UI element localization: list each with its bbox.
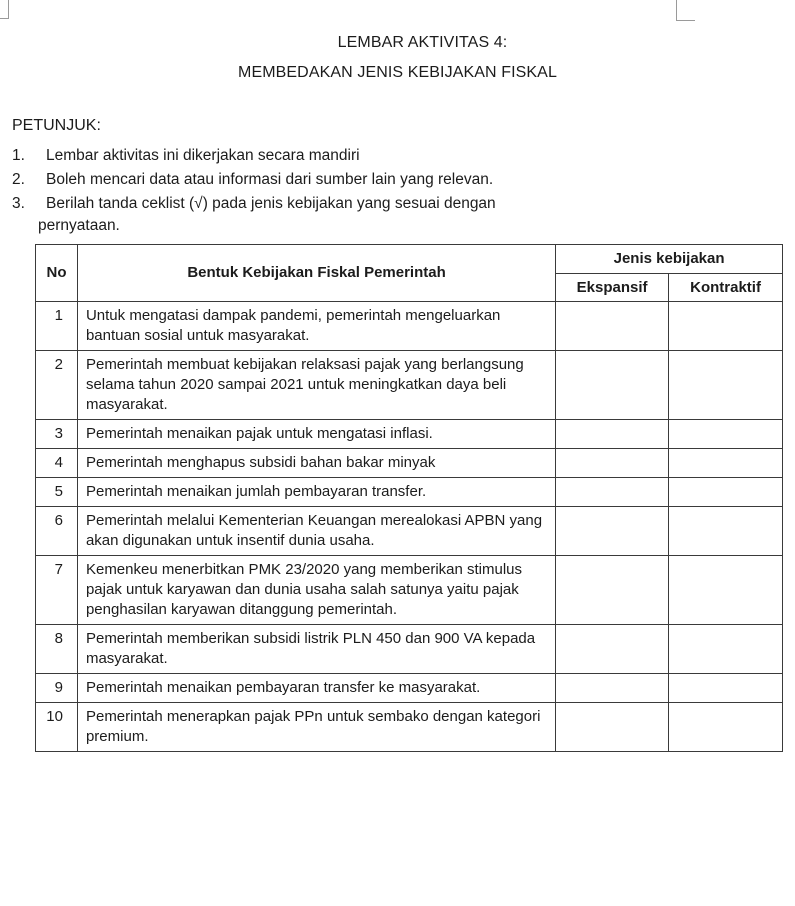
expansive-checkbox-cell[interactable] [556, 478, 669, 507]
table-row [36, 420, 783, 449]
row-number: 8 [36, 625, 78, 674]
table-row [36, 302, 783, 351]
policy-statement: Untuk mengatasi dampak pandemi, pemerintah mengeluarkan bantuan sosial untuk masyarakat. [77, 302, 555, 351]
policy-statement: Pemerintah memberikan subsidi listrik PLN 450 dan 900 VA kepada masyarakat. [77, 625, 555, 674]
row-number: 9 [36, 674, 78, 703]
table-row [36, 674, 783, 703]
instruction-number: 2. [12, 171, 25, 188]
instruction-number: 3. [12, 195, 25, 212]
policy-statement: Pemerintah menaikan jumlah pembayaran transfer. [77, 478, 555, 507]
page-corner-mark-right [676, 0, 695, 21]
policy-statement: Kemenkeu menerbitkan PMK 23/2020 yang memberikan stimulus pajak untuk karyawan dan dunia usaha salah satunya yaitu pajak penghasilan karyawan ditanggung pemerintah. [77, 556, 555, 625]
header-expansive: Ekspansif [556, 274, 669, 302]
expansive-checkbox-cell[interactable] [556, 351, 669, 420]
expansive-checkbox-cell[interactable] [556, 449, 669, 478]
expansive-checkbox-cell[interactable] [556, 703, 669, 752]
table-header-row [36, 245, 783, 274]
expansive-checkbox-cell[interactable] [556, 674, 669, 703]
contractive-checkbox-cell[interactable] [669, 449, 783, 478]
instruction-item [12, 168, 632, 192]
header-policy-type: Jenis kebijakan [556, 245, 783, 274]
instruction-item [12, 144, 632, 168]
row-number: 2 [36, 351, 78, 420]
expansive-checkbox-cell[interactable] [556, 556, 669, 625]
instruction-text: Boleh mencari data atau informasi dari sumber lain yang relevan. [46, 171, 494, 188]
row-number: 3 [36, 420, 78, 449]
table-row [36, 625, 783, 674]
policy-statement: Pemerintah melalui Kementerian Keuangan merealokasi APBN yang akan digunakan untuk insentif dunia usaha. [77, 507, 555, 556]
row-number: 1 [36, 302, 78, 351]
page-corner-mark-left [0, 0, 9, 19]
expansive-checkbox-cell[interactable] [556, 302, 669, 351]
policy-statement: Pemerintah menaikan pajak untuk mengatasi inflasi. [77, 420, 555, 449]
table-row [36, 703, 783, 752]
instructions-list [12, 144, 632, 238]
row-number: 10 [36, 703, 78, 752]
expansive-checkbox-cell[interactable] [556, 420, 669, 449]
expansive-checkbox-cell[interactable] [556, 507, 669, 556]
instruction-text: Berilah tanda ceklist (√) pada jenis kebijakan yang sesuai dengan [46, 195, 496, 212]
policy-statement: Pemerintah menerapkan pajak PPn untuk sembako dengan kategori premium. [77, 703, 555, 752]
table-row [36, 507, 783, 556]
instruction-continuation: pernyataan. [38, 217, 120, 234]
row-number: 7 [36, 556, 78, 625]
expansive-checkbox-cell[interactable] [556, 625, 669, 674]
instruction-number: 1. [12, 147, 25, 164]
table-row [36, 449, 783, 478]
worksheet-title: LEMBAR AKTIVITAS 4: [337, 34, 508, 51]
instruction-item [12, 192, 632, 216]
instruction-text: Lembar aktivitas ini dikerjakan secara mandiri [46, 147, 360, 164]
policy-table [35, 244, 783, 752]
row-number: 4 [36, 449, 78, 478]
contractive-checkbox-cell[interactable] [669, 556, 783, 625]
contractive-checkbox-cell[interactable] [669, 302, 783, 351]
contractive-checkbox-cell[interactable] [669, 674, 783, 703]
contractive-checkbox-cell[interactable] [669, 507, 783, 556]
contractive-checkbox-cell[interactable] [669, 625, 783, 674]
header-contractive: Kontraktif [669, 274, 783, 302]
header-policy-form: Bentuk Kebijakan Fiskal Pemerintah [77, 245, 555, 302]
contractive-checkbox-cell[interactable] [669, 478, 783, 507]
policy-statement: Pemerintah membuat kebijakan relaksasi pajak yang berlangsung selama tahun 2020 sampai 2021 untuk meningkatkan daya beli masyarakat. [77, 351, 555, 420]
worksheet-subtitle: MEMBEDAKAN JENIS KEBIJAKAN FISKAL [238, 64, 557, 81]
policy-statement: Pemerintah menaikan pembayaran transfer ke masyarakat. [77, 674, 555, 703]
table-row [36, 351, 783, 420]
table-row [36, 478, 783, 507]
instructions-label: PETUNJUK: [12, 117, 101, 134]
row-number: 5 [36, 478, 78, 507]
contractive-checkbox-cell[interactable] [669, 351, 783, 420]
table-row [36, 556, 783, 625]
contractive-checkbox-cell[interactable] [669, 703, 783, 752]
contractive-checkbox-cell[interactable] [669, 420, 783, 449]
header-no: No [36, 245, 78, 302]
row-number: 6 [36, 507, 78, 556]
policy-statement: Pemerintah menghapus subsidi bahan bakar minyak [77, 449, 555, 478]
